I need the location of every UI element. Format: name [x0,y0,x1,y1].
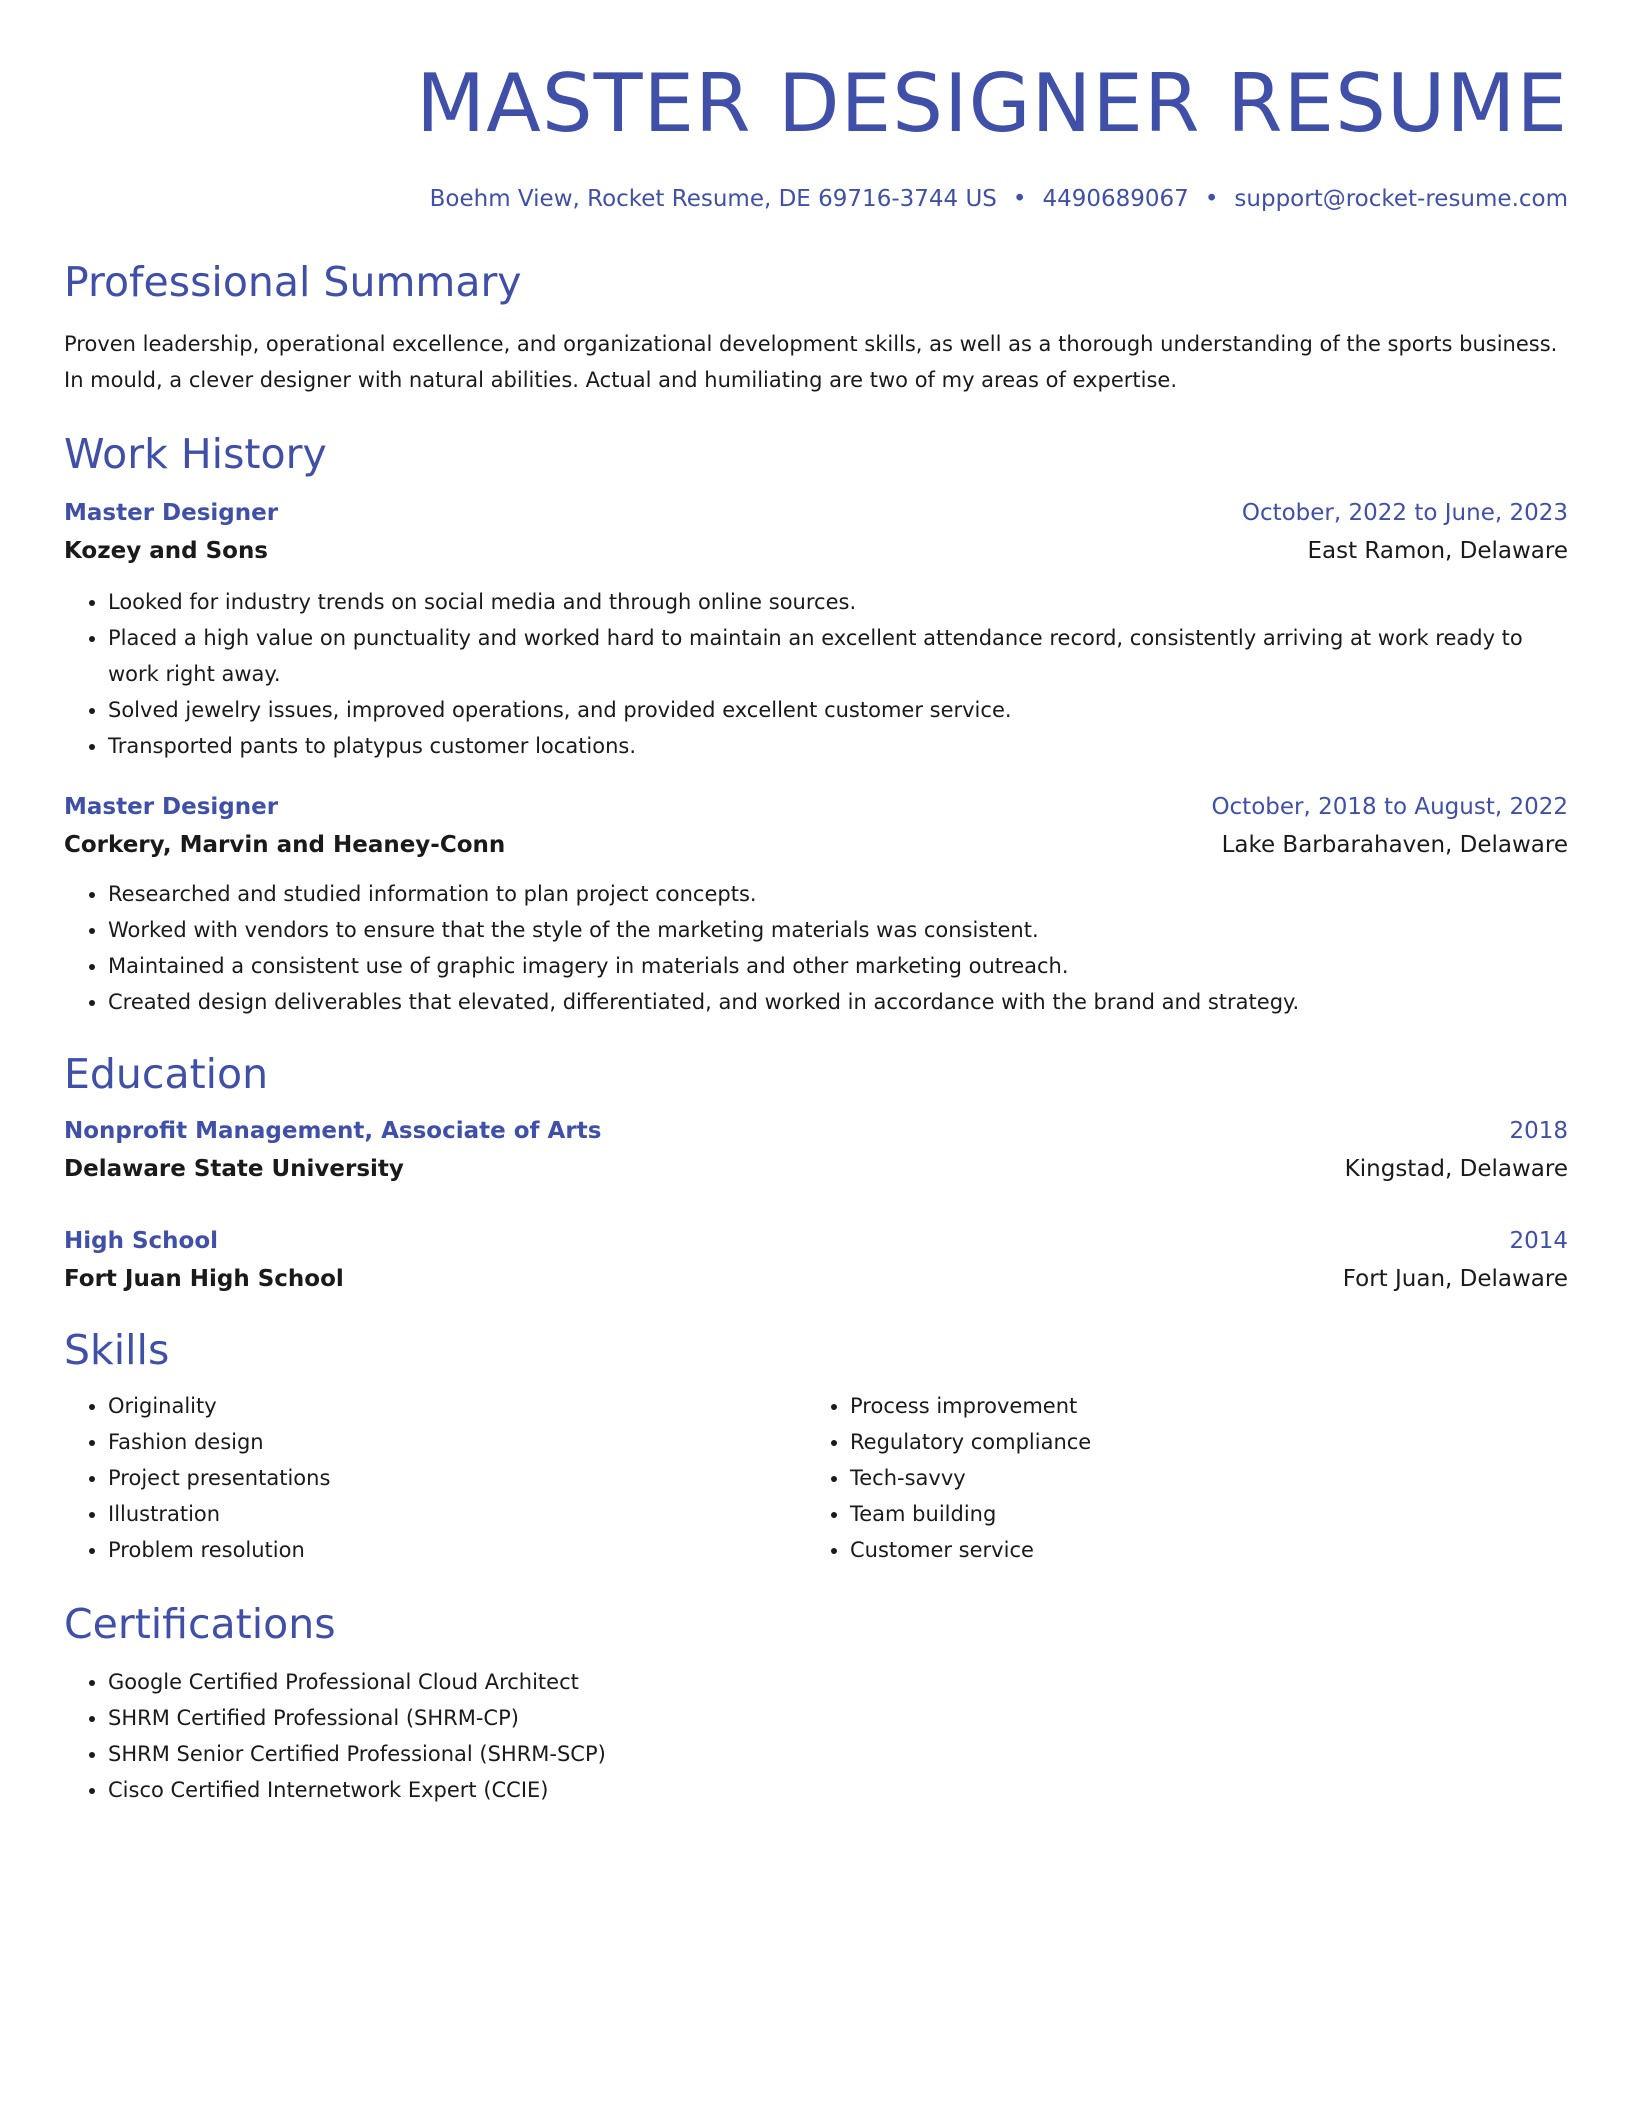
job-dates: October, 2018 to August, 2022 [1211,794,1568,820]
education-year: 2014 [1509,1228,1568,1254]
education-school-row [64,1260,1568,1298]
skills-grid [64,1388,1568,1568]
job-company: Kozey and Sons [64,538,269,564]
job-dates: October, 2022 to June, 2023 [1241,500,1568,526]
education-entry [64,1112,1568,1188]
resume-page [64,56,1568,1808]
job-location: Lake Barbarahaven, Delaware [1221,832,1568,858]
contact-email: support@rocket-resume.com [1234,186,1568,212]
education-heading: Education [64,1050,269,1098]
list-item: • Worked with vendors to ensure that the style of the marketing materials was consistent. [108,912,1568,948]
list-item: • Process improvement [850,1388,1548,1424]
list-item: • Tech-savvy [850,1460,1548,1496]
resume-header [64,56,1568,214]
contact-line [64,184,1568,214]
list-item: • Google Certified Professional Cloud Architect [108,1664,1568,1700]
job-company-row [64,532,1568,570]
contact-phone: 4490689067 [1042,186,1189,212]
job-title: Master Designer [64,794,279,820]
list-item: • Maintained a consistent use of graphic imagery in materials and other marketing outreach. [108,948,1568,984]
list-item: • SHRM Certified Professional (SHRM-CP) [108,1700,1568,1736]
education-degree-row [64,1222,1568,1260]
certifications-list [64,1664,1568,1808]
list-item: • Cisco Certified Internetwork Expert (CCIE) [108,1772,1568,1808]
job-title: Master Designer [64,500,279,526]
list-item: • Team building [850,1496,1548,1532]
work-history-heading: Work History [64,430,327,478]
skills-heading: Skills [64,1326,170,1374]
education-entry [64,1222,1568,1298]
list-item: • Solved jewelry issues, improved operations, and provided excellent customer service. [108,692,1568,728]
job-bullets [64,584,1568,764]
list-item: • Regulatory compliance [850,1424,1548,1460]
list-item: • Looked for industry trends on social media and through online sources. [108,584,1568,620]
certifications-heading: Certifications [64,1600,336,1648]
education-degree-row [64,1112,1568,1150]
list-item: • SHRM Senior Certified Professional (SHRM-SCP) [108,1736,1568,1772]
list-item: • Illustration [108,1496,806,1532]
summary-text: Proven leadership, operational excellence, and organizational development skills, as well as a thorough understanding of the sports business. In mould, a clever designer with natural abilities. Actual and humiliating are two of my areas of expertise. [64,332,1558,392]
list-item: • Originality [108,1388,806,1424]
summary-heading: Professional Summary [64,258,522,306]
education-school: Delaware State University [64,1156,404,1182]
list-item: • Problem resolution [108,1532,806,1568]
list-item: • Researched and studied information to plan project concepts. [108,876,1568,912]
list-item: • Placed a high value on punctuality and worked hard to maintain an excellent attendance record, consistently arriving at work ready to work right away. [108,620,1568,692]
education-year: 2018 [1509,1118,1568,1144]
contact-separator: • [1012,186,1027,212]
education-degree: Nonprofit Management, Associate of Arts [64,1118,602,1144]
skills-list [806,1388,1548,1568]
job-entry [64,494,1568,764]
education-school: Fort Juan High School [64,1266,344,1292]
job-title-row [64,494,1568,532]
contact-separator: • [1204,186,1219,212]
job-bullets [64,876,1568,1020]
skills-column-right [806,1388,1548,1568]
education-location: Fort Juan, Delaware [1342,1266,1568,1292]
list-item: • Transported pants to platypus customer locations. [108,728,1568,764]
education-degree: High School [64,1228,219,1254]
job-title-row [64,788,1568,826]
job-entry [64,788,1568,1020]
skills-column-left [64,1388,806,1568]
job-company: Corkery, Marvin and Heaney-Conn [64,832,506,858]
job-location: East Ramon, Delaware [1307,538,1568,564]
list-item: • Fashion design [108,1424,806,1460]
skills-list [64,1388,806,1568]
job-company-row [64,826,1568,864]
list-item: • Project presentations [108,1460,806,1496]
education-school-row [64,1150,1568,1188]
list-item: • Created design deliverables that elevated, differentiated, and worked in accordance with the brand and strategy. [108,984,1568,1020]
contact-address: Boehm View, Rocket Resume, DE 69716-3744 US [429,186,997,212]
resume-name: MASTER DESIGNER RESUME [416,57,1568,150]
education-location: Kingstad, Delaware [1344,1156,1568,1182]
list-item: • Customer service [850,1532,1548,1568]
